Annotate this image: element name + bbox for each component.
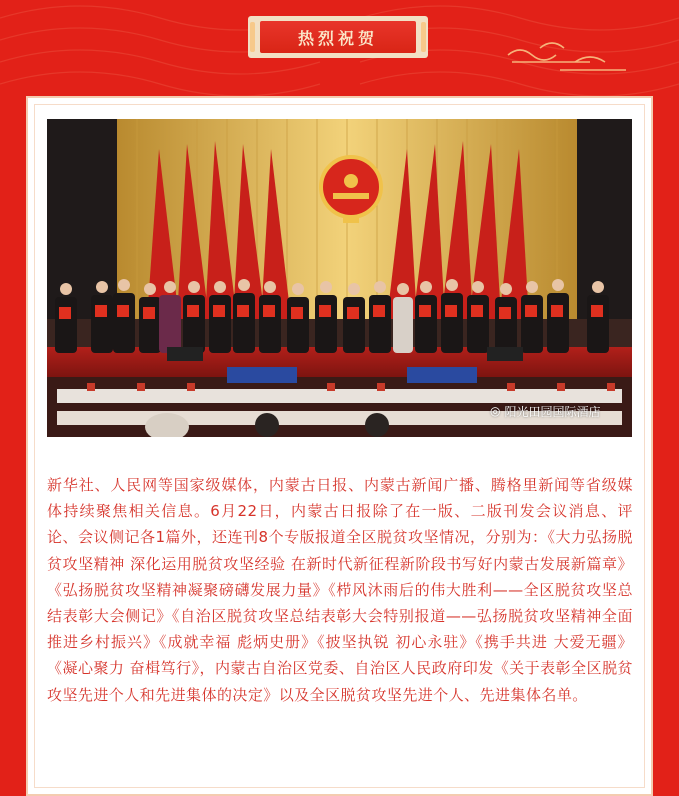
page-title: 热烈祝贺 xyxy=(297,28,378,48)
ceremony-photo xyxy=(47,119,632,437)
title-banner-inner xyxy=(260,21,416,53)
banner-left-cap xyxy=(250,22,255,52)
cloud-ornament-icon xyxy=(508,43,626,70)
banner-right-cap xyxy=(421,22,426,52)
photo-watermark xyxy=(490,401,601,421)
stage-ceremony-photo-icon xyxy=(47,119,632,437)
wechat-icon: ◎ xyxy=(490,404,501,418)
article-paragraph: 新华社、人民网等国家级媒体，内蒙古日报、内蒙古新闻广播、腾格里新闻等省级媒体持续聚焦相关信息。6月22日，内蒙古日报除了在一版、二版刊发会议消息、评论、会议侧记各1篇外，还连刊8个专版报道全区脱贫攻坚情况，分别为：《大力弘扬脱贫攻坚精神 深化运用脱贫攻坚经验 在新时代新征程新阶段书写好内蒙古发展新篇章》《弘扬脱贫攻坚精神凝聚磅礴发展力量》《栉风沐雨后的伟大胜利——全区脱贫攻坚总结表彰大会侧记》《自治区脱贫攻坚总结表彰大会特别报道——弘扬脱贫攻坚精神全面推进乡村振兴》《成就幸福 彪炳史册》《披坚执锐 初心永驻》《携手共进 大爱无疆》《凝心聚力 奋楫笃行》，内蒙古自治区党委、自治区人民政府印发《关于表彰全区脱贫攻坚先进个人和先进集体的决定》以及全区脱贫攻坚先进个人、先进集体名单。 xyxy=(47,476,633,704)
watermark-text: 阳光田园国际酒店 xyxy=(504,404,601,419)
title-banner xyxy=(248,16,428,58)
